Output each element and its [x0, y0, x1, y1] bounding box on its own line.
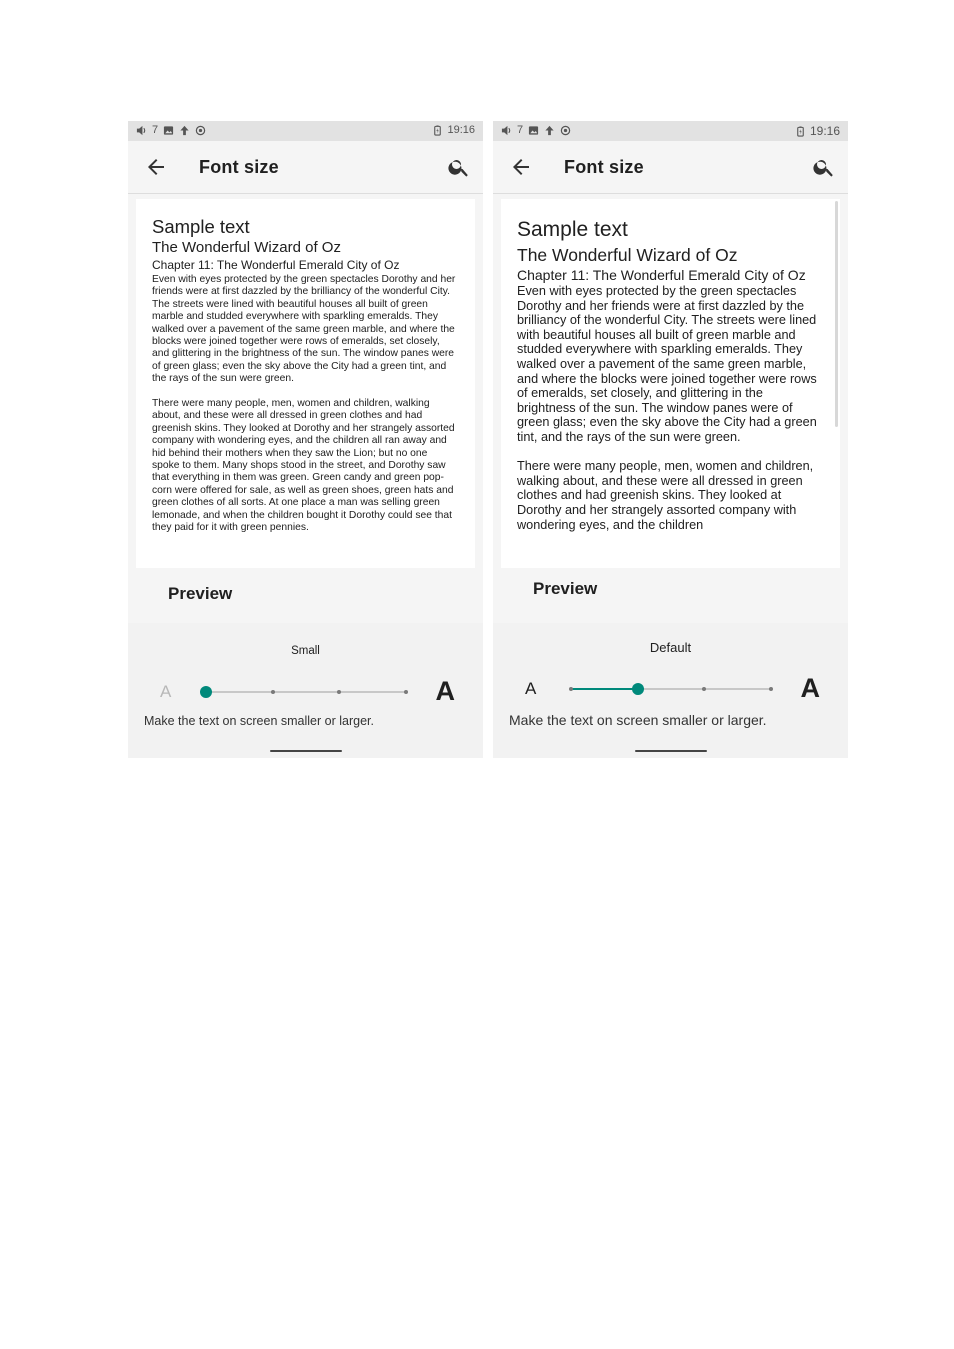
sample-chapter: Chapter 11: The Wonderful Emerald City of Oz [152, 258, 400, 272]
font-size-hint: Make the text on screen smaller or larger. [144, 714, 374, 728]
volume-icon [501, 125, 512, 136]
slider-tick[interactable] [702, 687, 706, 691]
sample-chapter: Chapter 11: The Wonderful Emerald City of Oz [517, 267, 806, 283]
search-icon[interactable] [447, 155, 471, 179]
slider-track [206, 691, 406, 693]
gesture-nav-handle[interactable] [635, 750, 707, 752]
status-bar [128, 121, 483, 141]
battery-icon [795, 126, 806, 137]
font-size-controls [493, 623, 848, 758]
preview-label: Preview [533, 579, 598, 598]
phone-screen-default [493, 121, 848, 758]
slider-thumb[interactable] [200, 686, 212, 698]
sample-heading: Sample text [152, 216, 250, 237]
sample-paragraph: There were many people, men, women and children, walking about, and these were all dressed in green clothes and had greenish skins. They looked at Dorothy and her strangely assorted company with wondering eyes, and the children [517, 459, 814, 532]
preview-label: Preview [168, 584, 233, 603]
phone-screen-small [128, 121, 483, 758]
app-bar [128, 141, 483, 194]
notification-count: 7 [152, 124, 159, 136]
slider-tick[interactable] [404, 690, 408, 694]
battery-icon [432, 125, 443, 136]
sample-book-title: The Wonderful Wizard of Oz [517, 245, 738, 265]
back-arrow-icon[interactable] [144, 155, 168, 179]
smaller-text-icon[interactable]: A [525, 679, 537, 698]
sample-paragraph: There were many people, men, women and children, walking about, and these were all dressed in green clothes and had greenish skins. They looked at Dorothy and her strangely assorted company with wondering eyes, and the children all ran away and hid behind their mothers when they saw the Lion; but no one spoke to them. Many shops stood in the street, and Dorothy saw that everything in them was green. Green candy and green pop-corn were offered for sale, as well as green shoes, green hats and green clothes of all sorts. At one place a man was selling green lemonade, and when the children bought it Dorothy could see that they paid for it with green pennies. [152, 398, 455, 534]
font-size-value-label: Default [649, 640, 692, 655]
page-title: Font size [564, 157, 644, 177]
slider-thumb[interactable] [632, 683, 644, 695]
larger-text-icon[interactable]: A [800, 673, 820, 703]
search-icon[interactable] [812, 155, 836, 179]
sample-paragraph: Even with eyes protected by the green spectacles Dorothy and her friends were at first dazzled by the brilliancy of the wonderful City. The streets were lined with beautiful houses all built of green marble and studded everywhere with sparkling emeralds. They walked over a pavement of the same green marble, and where the blocks were joined together were rows of emeralds, set closely, and glittering in the brightness of the sun. The window panes were of green glass; even the sky above the City had a green tint, and the rays of the sun were green. [152, 274, 456, 385]
notification-count: 7 [517, 124, 524, 136]
sample-heading: Sample text [517, 218, 628, 241]
larger-text-icon[interactable]: A [435, 676, 455, 706]
font-size-value-label: Small [291, 645, 320, 657]
slider-tick[interactable] [569, 687, 573, 691]
slider-tick[interactable] [337, 690, 341, 694]
preview-scrollbar[interactable] [835, 201, 838, 427]
image-icon [163, 125, 174, 136]
upload-icon [544, 125, 555, 136]
font-size-hint: Make the text on screen smaller or larger. [509, 712, 767, 728]
upload-icon [179, 125, 190, 136]
font-size-controls [128, 623, 483, 758]
slider-tick[interactable] [271, 690, 275, 694]
preview-card[interactable] [136, 199, 475, 568]
smaller-text-icon[interactable]: A [160, 682, 172, 701]
volume-icon [136, 125, 147, 136]
sync-icon [560, 125, 571, 136]
app-bar [493, 141, 848, 194]
preview-card[interactable] [501, 199, 840, 568]
font-size-slider[interactable] [571, 679, 771, 699]
page-title: Font size [199, 157, 279, 177]
status-time: 19:16 [809, 124, 840, 138]
back-arrow-icon[interactable] [509, 155, 533, 179]
font-size-slider[interactable] [206, 682, 406, 702]
slider-tick[interactable] [769, 687, 773, 691]
sample-book-title: The Wonderful Wizard of Oz [152, 239, 341, 256]
status-bar [493, 121, 848, 141]
sample-paragraph: Even with eyes protected by the green spectacles Dorothy and her friends were at first dazzled by the brilliancy of the wonderful City. The streets were lined with beautiful houses all built of green marble and studded everywhere with sparkling emeralds. They walked over a pavement of the same green marble, and where the blocks were joined together were rows of emeralds, set closely, and glittering in the brightness of the sun. The window panes were of green glass; even the sky above the City had a green tint, and the rays of the sun were green. [517, 284, 817, 444]
image-icon [528, 125, 539, 136]
status-time: 19:16 [447, 124, 475, 136]
gesture-nav-handle[interactable] [270, 750, 342, 752]
sync-icon [195, 125, 206, 136]
slider-track-fill [571, 688, 638, 691]
